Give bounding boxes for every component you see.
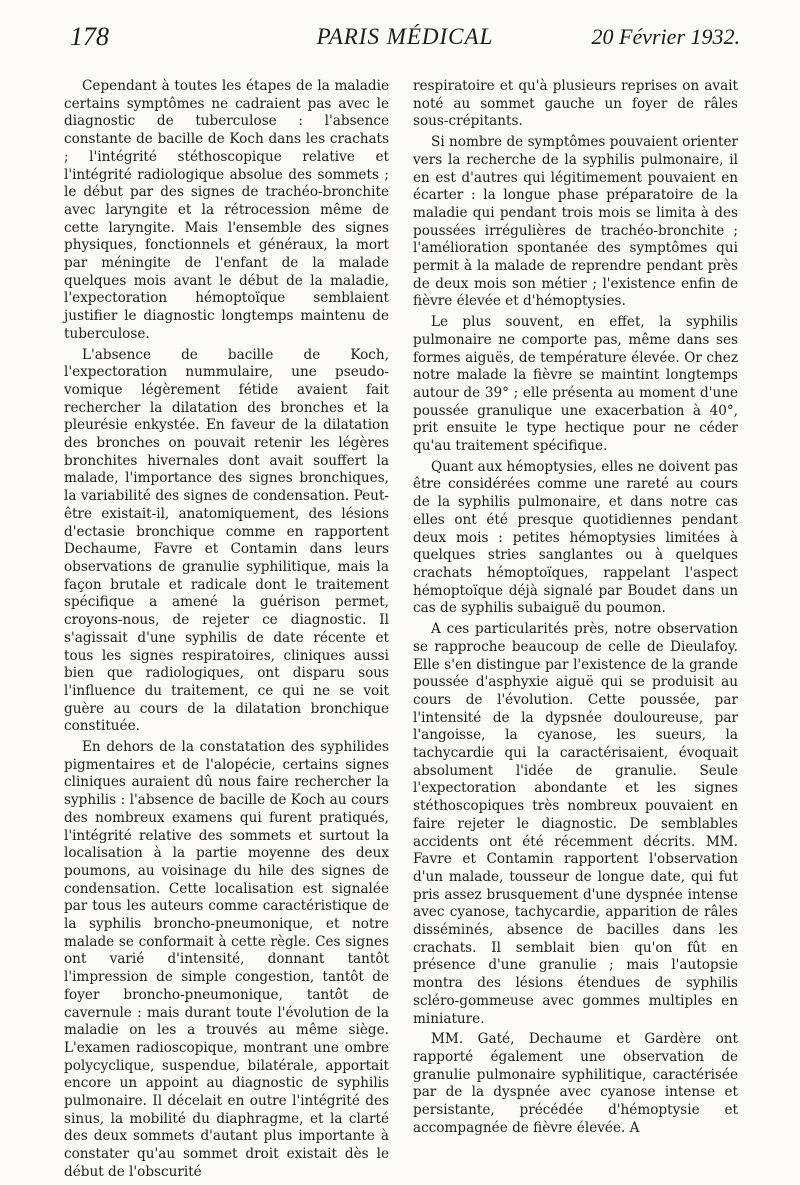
paragraph: Cependant à toutes les étapes de la maladie certains symptômes ne cadraient pas avec le diagnostic de tuberculose : l'absence constante de bacille de Koch dans les crachats ; l'intégrité stéthoscopique relative et l'intégrité radiologique absolue des sommets ; le début par des signes de trachéo-bronchite avec laryngite et la rétrocession même de cette laryngite. Mais l'ensemble des signes physiques, fonctionnels et généraux, la mort par méningite de l'enfant de la malade quelques mois avant le début de la maladie, l'expectoration hémoptoïque semblaient justifier le diagnostic longtemps maintenu de tuberculose. — [64, 78, 389, 342]
page-number: 178 — [70, 22, 109, 51]
paragraph-continued: respiratoire et qu'à plusieurs reprises on avait noté au sommet gauche un foyer de râles sous-crépitants. — [413, 78, 738, 130]
paragraph: L'absence de bacille de Koch, l'expectoration nummulaire, une pseudo-vomique légèrement fétide avaient fait rechercher la dilatation des bronches et la pleurésie enkystée. En faveur de la dilatation des bronches on pouvait retenir les légères bronchites hivernales dont avait souffert la malade, l'importance des signes bronchiques, la variabilité des signes de condensation. Peut-être existait-il, anatomiquement, des lésions d'ectasie bronchique comme en rapportent Dechaume, Favre et Contamin dans leurs observations de granulie syphilitique, mais la façon brutale et radicale dont le traitement spécifique a amené la guérison permet, croyons-nous, de rejeter ce diagnostic. Il s'agissait d'une syphilis de date récente et tous les signes respiratoires, cliniques aussi bien que radiologiques, ont disparu sous l'influence du traitement, ce qui ne se voit guère au cours de la dilatation bronchique constituée. — [64, 346, 389, 735]
left-column — [64, 78, 389, 1185]
paragraph: En dehors de la constatation des syphilides pigmentaires et de l'alopécie, certains signes cliniques auraient dû nous faire rechercher la syphilis : l'absence de bacille de Koch au cours des nombreux examens qui furent pratiqués, l'intégrité relative des sommets et surtout la localisation à la partie moyenne des deux poumons, au voisinage du hile des signes de condensation. Cette localisation est signalée par tous les auteurs comme caractéristique de la syphilis broncho-pneumonique, et notre malade se conformait à cette règle. Ces signes ont varié d'intensité, donnant tantôt l'impression de simple congestion, tantôt de foyer broncho-pneumonique, tantôt de cavernule : mais durant toute l'évolution de la maladie on les a trouvés au même siège. L'examen radioscopique, montrant une ombre polycyclique, suspendue, bilatérale, apportait encore un appoint au diagnostic de syphilis pulmonaire. Il décelait en outre l'intégrité des sinus, la mobilité du diaphragme, et la clarté des deux sommets d'autant plus importante à constater qu'au sommet droit existait dès le début de l'obscurité — [64, 739, 389, 1180]
paragraph: Quant aux hémoptysies, elles ne doivent pas être considérées comme une rareté au cours de la syphilis pulmonaire, et dans notre cas elles ont été presque quotidiennes pendant deux mois : petites hémoptysies limitées à quelques stries sanglantes ou à quelques crachats hémoptoïques, rappelant l'aspect hémoptoïque déjà signalé par Boudet dans un cas de syphilis subaiguë du poumon. — [413, 458, 738, 617]
right-column — [413, 78, 738, 1140]
paragraph: MM. Gaté, Dechaume et Gardère ont rapporté également une observation de granulie pulmonaire syphilitique, caractérisée par de la dyspnée avec cyanose intense et persistante, précédée d'hémoptysie et accompagnée de fièvre élevée. A — [413, 1031, 738, 1136]
paragraph: Le plus souvent, en effet, la syphilis pulmonaire ne comporte pas, même dans ses formes aiguës, de température élevée. Or chez notre malade la fièvre se maintint longtemps autour de 39° ; elle présenta au moment d'une poussée granulique une exacerbation à 40°, prit ensuite le type hectique pour ne céder qu'au traitement spécifique. — [413, 314, 738, 455]
running-header — [70, 20, 740, 60]
issue-date: 20 Février 1932. — [591, 24, 740, 49]
paragraph: A ces particularités près, notre observation se rapproche beaucoup de celle de Dieulafoy. Elle s'en distingue par l'existence de la grande poussée d'asphyxie aiguë qui se produisit au cours de l'évolution. Cette poussée, par l'intensité de la dypsnée douloureuse, par l'angoisse, la cyanose, les sueurs, la tachycardie qui la caractérisaient, évoquait absolument l'idée de granulie. Seule l'expectoration abondante et les signes stéthoscopiques très nombreux pouvaient en faire rejeter le diagnostic. De semblables accidents ont été récemment décrits. MM. Favre et Contamin rapportent l'observation d'un malade, tousseur de longue date, qui fut pris assez brusquement d'une dyspnée intense avec cyanose, tachycardie, apparition de râles disséminés, absence de bacilles dans les crachats. Il semblait bien qu'on fût en présence d'une granulie ; mais l'autopsie montra des lésions étendues de syphilis scléro-gommeuse avec gommes multiples en miniature. — [413, 621, 738, 1027]
paragraph: Si nombre de symptômes pouvaient orienter vers la recherche de la syphilis pulmonaire, il en est d'autres qui légitimement pouvaient en écarter : la longue phase préparatoire de la maladie qui pendant trois mois se limita à des poussées irrégulières de trachéo-bronchite ; l'amélioration spontanée des symptômes qui permit à la malade de reprendre pendant près de deux mois son métier ; l'existence enfin de fièvre élevée et d'hémoptysies. — [413, 134, 738, 310]
journal-title: PARIS MÉDICAL — [316, 24, 494, 49]
